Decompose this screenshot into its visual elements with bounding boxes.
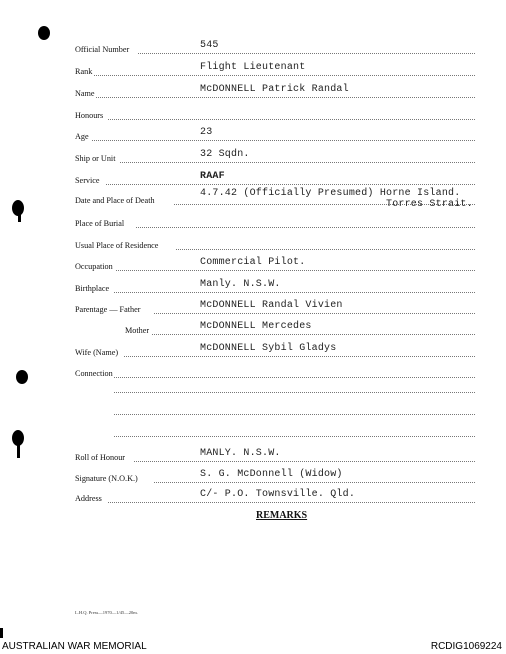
signature-label: Signature (N.O.K.) bbox=[75, 474, 138, 483]
name-label: Name bbox=[75, 89, 95, 98]
occupation-line bbox=[116, 270, 475, 271]
date-place-death-label: Date and Place of Death bbox=[75, 196, 155, 205]
name-value: McDONNELL Patrick Randal bbox=[200, 84, 349, 95]
field-occupation bbox=[0, 257, 506, 273]
field-ship-or-unit bbox=[0, 149, 506, 165]
official-number-line bbox=[138, 53, 475, 54]
birthplace-value: Manly. N.S.W. bbox=[200, 279, 281, 290]
rank-line bbox=[94, 75, 475, 76]
occupation-label: Occupation bbox=[75, 262, 113, 271]
field-age bbox=[0, 127, 506, 143]
roll-of-honour-label: Roll of Honour bbox=[75, 453, 126, 462]
wife-value: McDONNELL Sybil Gladys bbox=[200, 343, 337, 354]
wife-label: Wife (Name) bbox=[75, 348, 119, 357]
mother-label: Mother bbox=[125, 326, 150, 335]
father-line bbox=[154, 313, 475, 314]
address-label: Address bbox=[75, 494, 102, 503]
service-value: RAAF bbox=[200, 171, 225, 182]
official-number-label: Official Number bbox=[75, 45, 130, 54]
connection-extra-line-1 bbox=[114, 392, 475, 393]
date-place-death-value-continued: Torres Strait. bbox=[386, 199, 473, 210]
field-usual-residence bbox=[0, 236, 506, 252]
age-value: 23 bbox=[200, 127, 213, 138]
place-of-burial-label: Place of Burial bbox=[75, 219, 125, 228]
service-line bbox=[106, 184, 475, 185]
signature-value: S. G. McDonnell (Widow) bbox=[200, 469, 343, 480]
rank-label: Rank bbox=[75, 67, 93, 76]
field-birthplace bbox=[0, 279, 506, 295]
connection-extra-line-2 bbox=[114, 414, 475, 415]
field-roll-of-honour bbox=[0, 448, 506, 464]
field-service bbox=[0, 171, 506, 187]
punch-hole-top bbox=[38, 26, 50, 40]
age-line bbox=[92, 140, 475, 141]
honours-label: Honours bbox=[75, 111, 104, 120]
field-name bbox=[0, 84, 506, 100]
father-label: Parentage — Father bbox=[75, 305, 141, 314]
official-number-value: 545 bbox=[200, 40, 219, 51]
honours-line bbox=[108, 119, 475, 120]
birthplace-line bbox=[114, 292, 475, 293]
address-line bbox=[108, 502, 475, 503]
occupation-value: Commercial Pilot. bbox=[200, 257, 306, 268]
name-line bbox=[96, 97, 475, 98]
archive-footer bbox=[0, 638, 506, 654]
field-date-place-death bbox=[0, 188, 506, 216]
signature-line bbox=[154, 482, 475, 483]
roll-of-honour-line bbox=[134, 461, 475, 462]
connection-extra-line-3 bbox=[114, 436, 475, 437]
footer-archive-name: AUSTRALIAN WAR MEMORIAL bbox=[2, 641, 147, 652]
printer-note: L.H.Q. Press—1970—1/45—20m. bbox=[75, 610, 138, 615]
footer-record-id: RCDIG1069224 bbox=[430, 641, 502, 652]
mother-value: McDONNELL Mercedes bbox=[200, 321, 312, 332]
age-label: Age bbox=[75, 132, 89, 141]
field-rank bbox=[0, 62, 506, 78]
father-value: McDONNELL Randal Vivien bbox=[200, 300, 343, 311]
field-honours bbox=[0, 106, 506, 122]
connection-label: Connection bbox=[75, 369, 113, 378]
field-signature bbox=[0, 469, 506, 485]
roll-of-honour-value: MANLY. N.S.W. bbox=[200, 448, 281, 459]
birthplace-label: Birthplace bbox=[75, 284, 110, 293]
address-value: C/- P.O. Townsville. Qld. bbox=[200, 489, 356, 500]
usual-residence-line bbox=[176, 249, 475, 250]
date-place-death-value: 4.7.42 (Officially Presumed) Horne Island. bbox=[200, 188, 461, 199]
rank-value: Flight Lieutenant bbox=[200, 62, 306, 73]
usual-residence-label: Usual Place of Residence bbox=[75, 241, 159, 250]
field-father bbox=[0, 300, 506, 316]
field-connection bbox=[0, 364, 506, 380]
field-official-number bbox=[0, 40, 506, 56]
connection-line bbox=[114, 377, 475, 378]
ship-or-unit-line bbox=[120, 162, 475, 163]
field-place-of-burial bbox=[0, 214, 506, 230]
wife-line bbox=[124, 356, 475, 357]
service-label: Service bbox=[75, 176, 100, 185]
remarks-heading: REMARKS bbox=[256, 510, 308, 521]
place-of-burial-line bbox=[136, 227, 475, 228]
mother-line bbox=[152, 334, 475, 335]
field-mother bbox=[0, 321, 506, 337]
field-wife bbox=[0, 343, 506, 359]
ship-or-unit-value: 32 Sqdn. bbox=[200, 149, 250, 160]
field-address bbox=[0, 489, 506, 505]
ship-or-unit-label: Ship or Unit bbox=[75, 154, 116, 163]
